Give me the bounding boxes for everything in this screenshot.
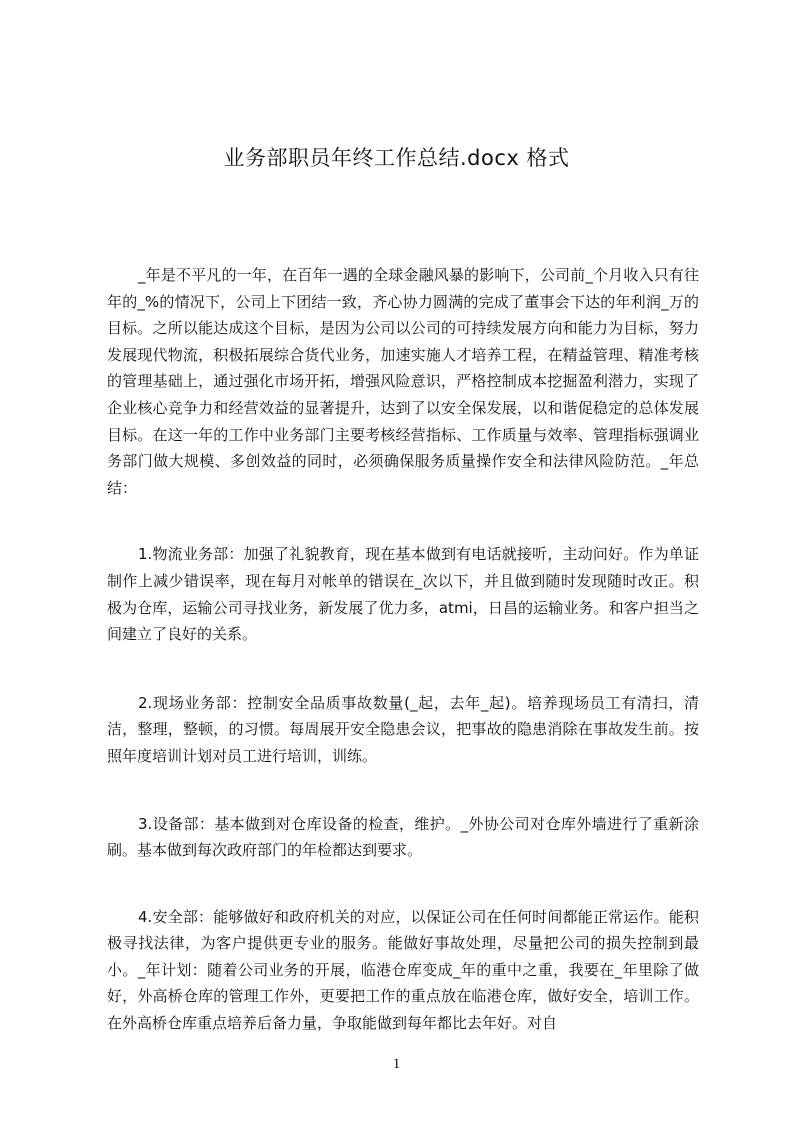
paragraph-safety: 4.安全部：能够做好和政府机关的对应，以保证公司在任何时间都能正常运作。能积极寻找法律，为客户提供更专业的服务。能做好事故处理，尽量把公司的损失控制到最小。_年计划：随着公司业务的开展，临港仓库变成_年的重中之重，我要在_年里除了做好，外高桥仓库的管理工作外，更要把工作的重点放在临港仓库，做好安全，培训工作。在外高桥仓库重点培养后备力量，争取能做到每年都比去年好。对自 (107, 907, 699, 1033)
document-body (107, 262, 699, 1077)
paragraph-equipment: 3.设备部：基本做到对仓库设备的检查，维护。_外协公司对仓库外墙进行了重新涂刷。基本做到每次政府部门的年检都达到要求。 (107, 814, 699, 860)
paragraph-onsite: 2.现场业务部：控制安全品质事故数量(_起，去年_起)。培养现场员工有清扫，清洁，整理，整顿，的习惯。每周展开安全隐患会议，把事故的隐患消除在事故发生前。按照年度培训计划对员工进行培训，训练。 (107, 693, 699, 765)
paragraph-intro: _年是不平凡的一年，在百年一遇的全球金融风暴的影响下，公司前_个月收入只有往年的_%的情况下，公司上下团结一致，齐心协力圆满的完成了董事会下达的年利润_万的目标。之所以能达成这个目标，是因为公司以公司的可持续发展方向和能力为目标，努力发展现代物流，积极拓展综合货代业务，加速实施人才培养工程，在精益管理、精准考核的管理基础上，通过强化市场开拓，增强风险意识，严格控制成本挖掘盈利潜力，实现了企业核心竞争力和经营效益的显著提升，达到了以安全保发展，以和谐促稳定的总体发展目标。在这一年的工作中业务部门主要考核经营指标、工作质量与效率、管理指标强调业务部门做大规模、多创效益的同时，必须确保服务质量操作安全和法律风险防范。_年总结： (107, 266, 699, 497)
paragraph-logistics: 1.物流业务部：加强了礼貌教育，现在基本做到有电话就接听，主动问好。作为单证制作上减少错误率，现在每月对帐单的错误在_次以下，并且做到随时发现随时改正。积极为仓库，运输公司寻找业务，新发展了优力多，atmi，日昌的运输业务。和客户担当之间建立了良好的关系。 (107, 545, 699, 644)
page-number: 1 (392, 1056, 401, 1072)
document-title: 业务部职员年终工作总结.docx 格式 (223, 146, 570, 170)
